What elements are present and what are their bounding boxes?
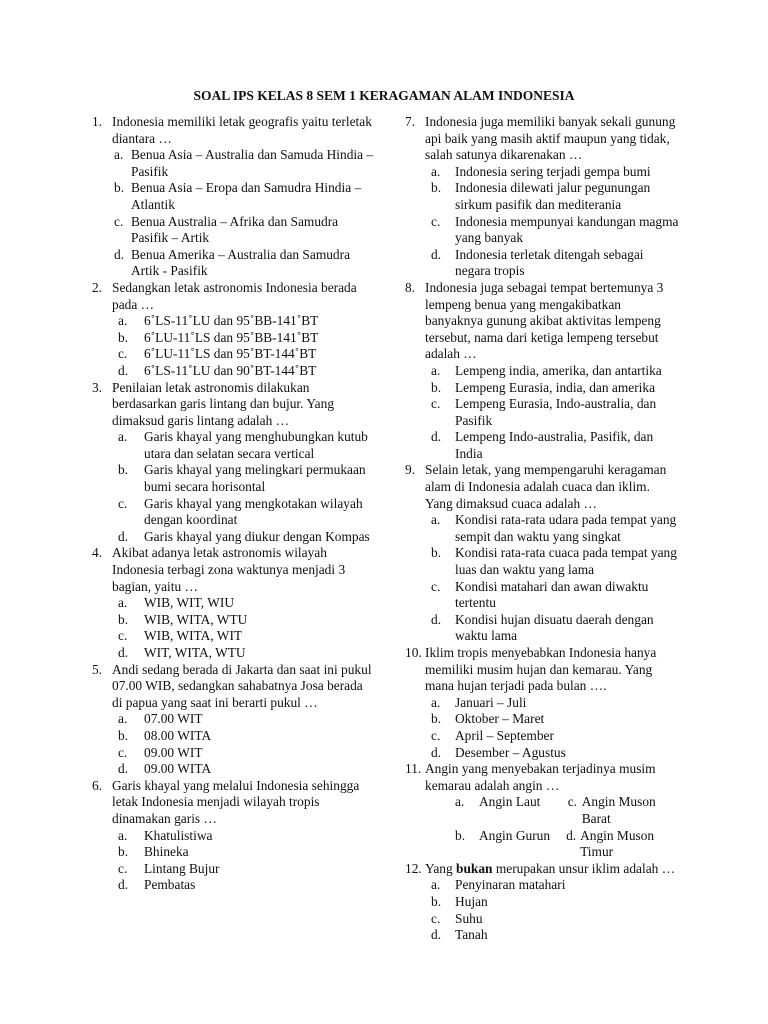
- option-d: [431, 612, 680, 645]
- option-letter: b.: [118, 462, 129, 478]
- option-text: Suhu: [455, 910, 483, 926]
- option-letter: d.: [431, 927, 442, 943]
- option-letter: c.: [118, 628, 128, 644]
- option-d: [431, 927, 680, 944]
- option-letter: d.: [118, 761, 129, 777]
- question-text: Andi sedang berada di Jakarta dan saat ini pukul 07.00 WIB, sedangkan sahabatnya Josa berada di papua yang saat ini berarti pukul …: [112, 661, 372, 710]
- option-d: [431, 745, 680, 762]
- option-letter: d.: [118, 362, 129, 378]
- option-text: Desember – Agustus: [455, 744, 566, 760]
- option-d: [118, 761, 374, 778]
- option-text: Indonesia sering terjadi gempa bumi: [455, 163, 651, 179]
- option-c: [118, 861, 374, 878]
- question-7: [405, 114, 680, 280]
- question-text-emphasis: bukan: [456, 860, 493, 876]
- option-text: Kondisi matahari dan awan diwaktu tertentu: [455, 578, 649, 611]
- option-letter: a.: [431, 694, 441, 710]
- option-text: 09.00 WITA: [144, 761, 212, 777]
- option-text: Garis khayal yang mengkotakan wilayah dengan koordinat: [144, 495, 363, 528]
- option-letter: a.: [431, 163, 441, 179]
- options-list: [114, 147, 374, 280]
- option-c: [114, 214, 374, 247]
- option-letter: d.: [114, 246, 125, 262]
- option-text: 6˚LU-11˚LS dan 95˚BB-141˚BT: [144, 329, 319, 345]
- option-c: [118, 745, 374, 762]
- option-text: 07.00 WIT: [144, 711, 203, 727]
- option-c: [431, 214, 680, 247]
- option-text: Bhineka: [144, 844, 189, 860]
- option-letter: c.: [118, 495, 128, 511]
- option-text: Pembatas: [144, 877, 196, 893]
- option-text: 6˚LU-11˚LS dan 95˚BT-144˚BT: [144, 346, 317, 362]
- option-b: [118, 728, 374, 745]
- option-letter: b.: [431, 379, 442, 395]
- question-4: [92, 545, 374, 661]
- option-text: Lempeng Indo-australia, Pasifik, dan India: [455, 429, 654, 461]
- option-text: Kondisi rata-rata udara pada tempat yang sempit dan waktu yang singkat: [455, 512, 677, 544]
- option-letter: c.: [118, 860, 128, 876]
- option-letter: c.: [118, 744, 128, 760]
- options-list: [431, 695, 680, 761]
- options-list: [118, 595, 374, 661]
- option-letter: b.: [118, 844, 129, 860]
- option-a: [431, 512, 680, 545]
- question-text: Akibat adanya letak astronomis wilayah Indonesia terbagi zona waktunya menjadi 3 bagian, yaitu …: [112, 545, 346, 594]
- question-text-pre: Yang: [425, 860, 457, 876]
- option-letter: c.: [431, 213, 441, 229]
- question-6: [92, 778, 374, 894]
- option-letter: c.: [118, 346, 128, 362]
- option-text: Januari – Juli: [455, 694, 527, 710]
- option-text: Garis khayal yang melingkari permukaan bumi secara horisontal: [144, 462, 366, 495]
- question-2: [92, 280, 374, 380]
- option-text: Khatulistiwa: [144, 827, 213, 843]
- question-1: [92, 114, 374, 280]
- option-b: [431, 711, 680, 728]
- option-text: April – September: [455, 727, 554, 743]
- options-list: [118, 429, 374, 545]
- option-text: 08.00 WITA: [144, 727, 212, 743]
- question-8: [405, 280, 680, 463]
- option-d: [118, 529, 374, 546]
- option-c: [431, 728, 680, 745]
- question-10: [405, 645, 680, 761]
- option-letter: b.: [431, 893, 442, 909]
- option-text: Benua Amerika – Australia dan Samudra Artik - Pasifik: [131, 246, 351, 279]
- option-text: Indonesia mempunyai kandungan magma yang banyak: [455, 213, 679, 246]
- option-a: [118, 313, 374, 330]
- option-letter: d.: [431, 611, 442, 627]
- question-number: 12.: [405, 860, 422, 876]
- option-text: Benua Asia – Eropa dan Samudra Hindia – Atlantik: [131, 180, 362, 212]
- option-letter: d.: [118, 877, 129, 893]
- question-12: [405, 861, 680, 944]
- option-a: [114, 147, 374, 180]
- option-letter: a.: [118, 595, 128, 611]
- option-letter: c.: [114, 213, 124, 229]
- option-text: Garis khayal yang diukur dengan Kompas: [144, 528, 370, 544]
- question-11: [405, 761, 680, 861]
- option-letter: c.: [431, 396, 441, 412]
- option-c: [431, 579, 680, 612]
- option-a: [431, 363, 680, 380]
- option-text: Angin Muson Barat: [581, 794, 656, 826]
- option-c: [118, 628, 374, 645]
- option-text: Angin Gurun: [479, 827, 551, 843]
- options-list: [118, 313, 374, 379]
- option-letter: b.: [431, 545, 442, 561]
- option-d: [118, 363, 374, 380]
- question-number: 3.: [92, 379, 103, 395]
- option-d: [118, 645, 374, 662]
- option-letter: d.: [566, 827, 577, 843]
- option-letter: d.: [431, 246, 442, 262]
- option-b: [118, 462, 374, 495]
- question-text: [425, 861, 680, 878]
- option-letter: b.: [118, 727, 129, 743]
- option-letter: a.: [118, 313, 128, 329]
- option-letter: a.: [431, 877, 441, 893]
- question-text: Indonesia juga sebagai tempat bertemunya 3 lempeng benua yang mengakibatkan banyaknya gunung akibat aktivitas lempeng tersebut, nama dari ketiga lempeng tersebut adalah …: [425, 279, 664, 362]
- option-c: [431, 396, 680, 429]
- option-a: [118, 711, 374, 728]
- option-text: Hujan: [455, 893, 488, 909]
- option-letter: d.: [118, 645, 129, 660]
- option-text: 09.00 WIT: [144, 744, 203, 760]
- option-a: [118, 595, 374, 612]
- question-number: 5.: [92, 661, 103, 677]
- question-number: 4.: [92, 545, 103, 561]
- option-c: [118, 496, 374, 529]
- question-text: Garis khayal yang melalui Indonesia sehingga letak Indonesia menjadi wilayah tropis dinamakan garis …: [112, 777, 360, 826]
- option-a: [431, 877, 680, 894]
- question-number: 8.: [405, 279, 416, 295]
- option-b: [118, 330, 374, 347]
- option-letter: b.: [431, 180, 442, 196]
- option-b: [118, 612, 374, 629]
- option-letter: b.: [118, 329, 129, 345]
- question-3: [92, 380, 374, 546]
- option-letter: c.: [567, 794, 577, 810]
- option-d: [431, 247, 680, 280]
- option-letter: b.: [455, 827, 466, 843]
- option-a: [455, 794, 568, 827]
- option-b: [114, 180, 374, 213]
- right-column: [405, 114, 680, 944]
- options-list: [431, 363, 680, 463]
- option-text: Penyinaran matahari: [455, 877, 566, 893]
- options-list: [431, 794, 680, 860]
- option-a: [118, 429, 374, 462]
- question-number: 10.: [405, 645, 422, 660]
- option-letter: c.: [431, 578, 441, 594]
- option-text: 6˚LS-11˚LU dan 90˚BT-144˚BT: [144, 362, 317, 378]
- option-d: [118, 877, 374, 894]
- option-letter: a.: [114, 147, 124, 163]
- page-title: SOAL IPS KELAS 8 SEM 1 KERAGAMAN ALAM INDONESIA: [193, 88, 575, 103]
- option-letter: a.: [118, 711, 128, 727]
- option-letter: d.: [118, 528, 129, 544]
- option-b: [431, 180, 680, 213]
- option-text: Lempeng Eurasia, india, dan amerika: [455, 379, 656, 395]
- option-text: Lintang Bujur: [144, 860, 220, 876]
- option-a: [431, 695, 680, 712]
- options-list: [431, 877, 680, 943]
- option-d: [431, 429, 680, 462]
- option-d: [114, 247, 374, 280]
- option-text: Benua Australia – Afrika dan Samudra Pasifik – Artik: [131, 213, 339, 246]
- option-text: 6˚LS-11˚LU dan 95˚BB-141˚BT: [144, 313, 319, 329]
- option-text: Kondisi rata-rata cuaca pada tempat yang luas dan waktu yang lama: [455, 545, 677, 578]
- option-letter: d.: [431, 744, 442, 760]
- option-letter: d.: [431, 429, 442, 445]
- question-text: Angin yang menyebakan terjadinya musim kemarau adalah angin …: [425, 761, 656, 793]
- option-text: Lempeng Eurasia, Indo-australia, dan Pasifik: [455, 396, 657, 428]
- option-b: [431, 380, 680, 397]
- options-list: [118, 711, 374, 777]
- option-letter: a.: [431, 362, 441, 378]
- options-list: [118, 828, 374, 894]
- option-text: Tanah: [455, 927, 488, 943]
- option-text: Kondisi hujan disuatu daerah dengan waktu lama: [455, 611, 654, 644]
- option-text: Indonesia dilewati jalur pegunungan sirkum pasifik dan mediterania: [455, 180, 651, 212]
- option-text: WIB, WIT, WIU: [144, 595, 234, 611]
- question-text: Sedangkan letak astronomis Indonesia berada pada …: [112, 279, 357, 312]
- option-d: [566, 828, 680, 861]
- options-list: [431, 512, 680, 645]
- option-text: Angin Muson Timur: [580, 827, 655, 860]
- option-letter: c.: [431, 910, 441, 926]
- option-letter: a.: [118, 429, 128, 445]
- option-letter: b.: [114, 180, 125, 196]
- option-letter: a.: [118, 827, 128, 843]
- option-b: [431, 545, 680, 578]
- option-b: [455, 828, 566, 861]
- option-c: [118, 346, 374, 363]
- option-letter: a.: [431, 512, 441, 528]
- option-text: Oktober – Maret: [455, 711, 545, 727]
- question-text-post: merupakan unsur iklim adalah …: [492, 860, 676, 876]
- options-list: [431, 164, 680, 280]
- question-text: Indonesia memiliki letak geografis yaitu terletak diantara …: [112, 114, 372, 146]
- option-letter: b.: [431, 711, 442, 727]
- option-c: [431, 911, 680, 928]
- question-number: 2.: [92, 279, 103, 295]
- question-number: 1.: [92, 114, 103, 129]
- option-text: Garis khayal yang menghubungkan kutub utara dan selatan secara vertical: [144, 429, 368, 461]
- question-number: 7.: [405, 114, 416, 129]
- question-text: Indonesia juga memiliki banyak sekali gunung api baik yang masih aktif maupun yang tidak, salah satunya dikarenakan …: [425, 114, 676, 163]
- option-text: WIB, WITA, WTU: [144, 611, 248, 627]
- question-text: Selain letak, yang mempengaruhi keragaman alam di Indonesia adalah cuaca dan iklim. Yang dimaksud cuaca adalah …: [425, 462, 667, 511]
- option-c: [568, 794, 680, 827]
- option-letter: b.: [118, 611, 129, 627]
- option-b: [118, 844, 374, 861]
- question-text: Iklim tropis menyebabkan Indonesia hanya memiliki musim hujan dan kemarau. Yang mana hujan terjadi pada bulan ….: [425, 645, 657, 694]
- option-a: [431, 164, 680, 181]
- question-9: [405, 462, 680, 645]
- option-text: Indonesia terletak ditengah sebagai negara tropis: [455, 246, 644, 279]
- option-letter: a.: [455, 794, 465, 810]
- options-row: [431, 794, 680, 827]
- options-row: [431, 828, 680, 861]
- option-a: [118, 828, 374, 845]
- option-text: WIT, WITA, WTU: [144, 645, 246, 660]
- option-b: [431, 894, 680, 911]
- option-letter: c.: [431, 727, 441, 743]
- question-number: 11.: [405, 761, 422, 777]
- question-number: 6.: [92, 777, 103, 793]
- option-text: Angin Laut: [479, 794, 541, 810]
- option-text: Lempeng india, amerika, dan antartika: [455, 362, 662, 378]
- question-text: Penilaian letak astronomis dilakukan berdasarkan garis lintang dan bujur. Yang dimaksud garis lintang adalah …: [112, 379, 335, 428]
- question-number: 9.: [405, 462, 416, 478]
- question-5: [92, 662, 374, 778]
- left-column: [92, 114, 374, 894]
- option-text: Benua Asia – Australia dan Samuda Hindia – Pasifik: [131, 147, 374, 179]
- option-text: WIB, WITA, WIT: [144, 628, 243, 644]
